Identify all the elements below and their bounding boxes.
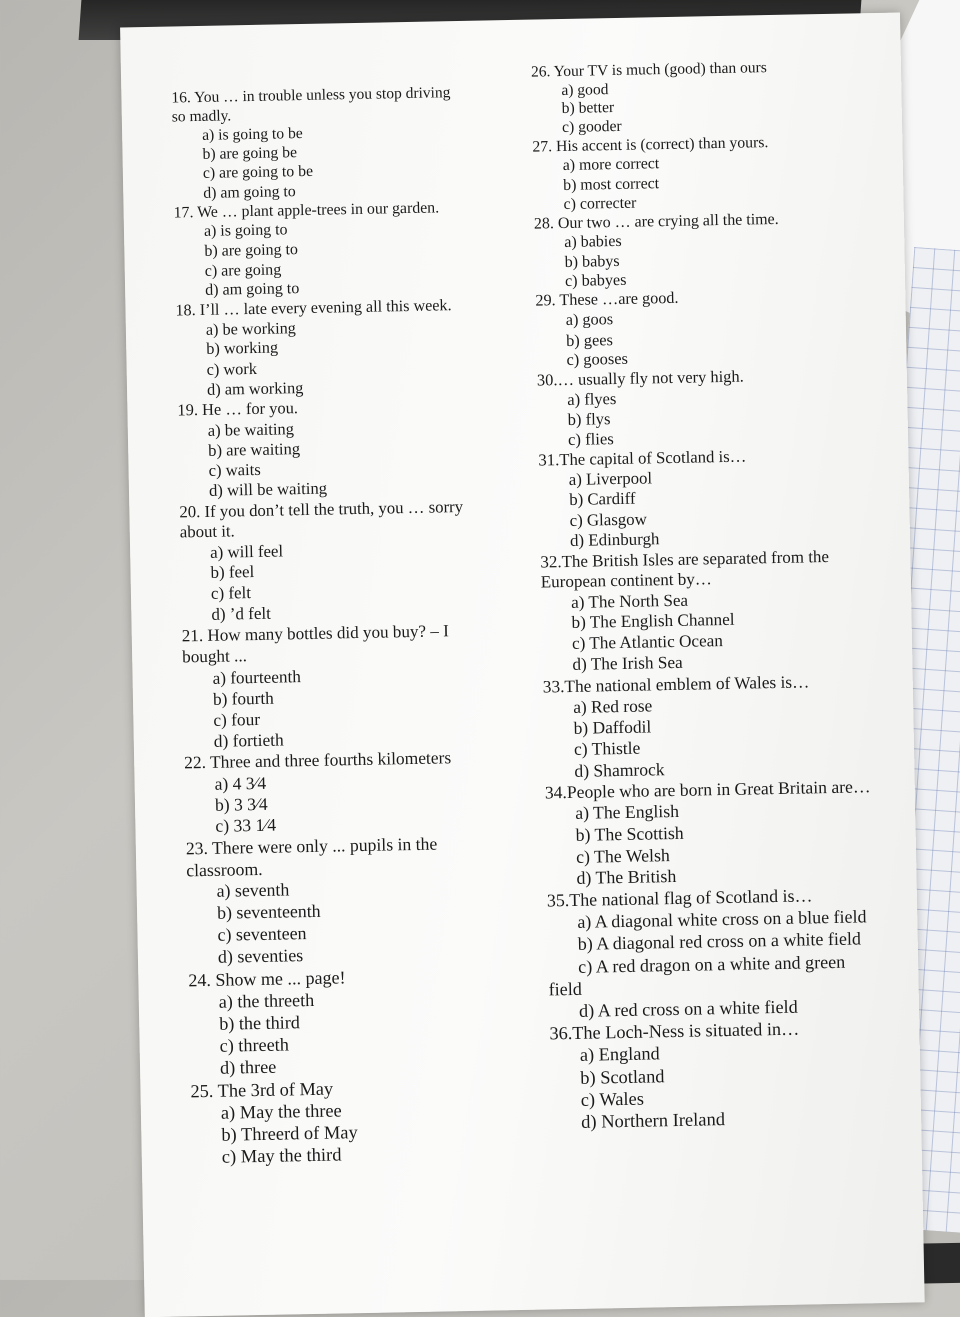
answer-option: a) Liverpool	[568, 468, 653, 490]
question-block	[549, 1016, 877, 1134]
answer-option: b) are waiting	[208, 438, 301, 460]
answer-option: c) 33 1⁄4	[215, 815, 277, 837]
answer-option: a) Red rose	[573, 696, 653, 718]
question-block	[531, 57, 858, 138]
answer-option: b) feel	[210, 562, 255, 583]
answer-option: c) are going	[204, 260, 282, 280]
answer-option: b) better	[561, 99, 615, 118]
answer-option: c) threeth	[219, 1034, 289, 1056]
answer-option: a) goos	[565, 309, 614, 329]
answer-option: a) The North Sea	[571, 590, 689, 612]
answer-option: a) is going to be	[201, 125, 303, 144]
answer-option: b) babys	[564, 252, 620, 271]
answer-option: b) working	[206, 338, 279, 359]
question-block	[545, 776, 873, 890]
answer-option: a) be working	[205, 318, 296, 339]
answer-option: b) most correct	[563, 174, 660, 194]
question-text-continued: European continent by…	[540, 569, 713, 592]
answer-option: a) the threeth	[218, 989, 315, 1012]
question-text: 21. How many bottles did you buy? – I	[181, 621, 449, 646]
answer-option: b) 3 3⁄4	[214, 793, 268, 815]
question-block	[190, 1074, 475, 1169]
answer-option: c) A red dragon on a white and green	[577, 951, 846, 977]
answer-option: b) Cardiff	[569, 489, 636, 510]
answer-option: c) four	[213, 709, 261, 730]
question-text: 28. Our two … are crying all the time.	[533, 210, 779, 233]
answer-option: d) A red cross on a white field	[578, 996, 798, 1021]
answer-option: a) England	[579, 1043, 660, 1066]
answer-option: a) will feel	[209, 541, 284, 562]
answer-option: b) seventeenth	[216, 900, 321, 923]
question-block	[186, 833, 472, 969]
answer-option: d) ’d felt	[211, 603, 272, 624]
answer-option: d) seventies	[217, 944, 304, 967]
answer-option: c) are going to be	[202, 163, 314, 183]
answer-option: c) gooder	[561, 117, 622, 137]
question-block	[184, 747, 469, 838]
answer-option: b) A diagonal red cross on a white field	[577, 928, 862, 954]
answer-option: b) Scotland	[580, 1065, 665, 1088]
question-text-continued: about it.	[179, 521, 235, 542]
question-text: 33.The national emblem of Wales is…	[542, 672, 810, 697]
answer-option: b) are going to	[204, 241, 299, 260]
answer-option: a) good	[561, 80, 609, 99]
question-block	[547, 884, 875, 1022]
question-block	[538, 444, 866, 552]
question-text: 22. Three and three fourths kilometers	[184, 747, 452, 773]
answer-option: d) The British	[576, 866, 677, 889]
answer-option: b) Threerd of May	[221, 1122, 358, 1146]
question-block	[171, 83, 457, 203]
question-block	[537, 364, 864, 450]
question-text: 24. Show me ... page!	[188, 967, 346, 991]
question-text: 17. We … plant apple-trees in our garden.	[173, 199, 440, 222]
answer-option: b) fourth	[212, 688, 274, 709]
answer-option: c) gooses	[566, 349, 629, 370]
answer-option: a) fourteenth	[212, 666, 302, 688]
answer-option: d) am going to	[203, 182, 296, 202]
answer-option: b) flys	[567, 408, 611, 429]
question-block	[543, 670, 871, 782]
answer-option: d) Shamrock	[574, 758, 665, 781]
answer-option: c) babyes	[564, 271, 627, 290]
question-block	[532, 132, 859, 214]
answer-option: a) flyes	[567, 388, 617, 409]
question-block	[175, 296, 461, 401]
question-text: 23. There were only ... pupils in the	[185, 833, 438, 859]
worksheet-page	[120, 13, 925, 1317]
question-text-continued: bought ...	[181, 645, 248, 667]
answer-option: d) three	[219, 1056, 277, 1079]
answer-option: a) babies	[564, 233, 622, 252]
answer-option-continued: field	[548, 978, 583, 1000]
question-text: 35.The national flag of Scotland is…	[546, 885, 813, 911]
question-text: 25. The 3rd of May	[190, 1078, 334, 1101]
answer-option: a) seventh	[216, 879, 290, 902]
left-column	[171, 83, 475, 1170]
question-text: 31.The capital of Scotland is…	[538, 446, 747, 470]
answer-option: b) the third	[219, 1012, 300, 1034]
answer-option: d) Edinburgh	[569, 529, 660, 551]
question-text: 34.People who are born in Great Britain are…	[544, 776, 871, 803]
answer-option: c) felt	[210, 583, 252, 603]
answer-option: c) The Atlantic Ocean	[571, 631, 724, 654]
answer-option: d) am going to	[204, 280, 300, 300]
answer-option: a) May the three	[220, 1100, 342, 1123]
question-block	[540, 546, 868, 677]
question-text: 16. You … in trouble unless you stop driving	[171, 84, 451, 107]
question-block	[188, 964, 474, 1080]
answer-option: c) correcter	[563, 194, 637, 213]
answer-option: b) The Scottish	[575, 822, 684, 845]
question-block	[182, 621, 468, 753]
question-text: 29. These …are good.	[535, 289, 679, 310]
answer-option: d) am working	[206, 378, 304, 400]
question-text: 26. Your TV is much (good) than ours	[530, 59, 767, 81]
question-text-continued: classroom.	[186, 858, 263, 880]
answer-option: b) gees	[565, 329, 613, 350]
answer-option: a) The English	[575, 801, 680, 824]
right-column	[531, 57, 877, 1134]
answer-option: a) be waiting	[207, 418, 295, 440]
question-text: 32.The British Isles are separated from the	[540, 546, 830, 572]
answer-option: c) Wales	[580, 1088, 645, 1110]
answer-option: d) will be waiting	[208, 478, 328, 501]
answer-option: c) Glasgow	[569, 509, 647, 530]
answer-option: c) May the third	[221, 1145, 342, 1168]
answer-option: d) Northern Ireland	[580, 1109, 726, 1133]
question-block	[179, 497, 465, 626]
question-text: 36.The Loch-Ness is situated in…	[549, 1018, 800, 1044]
question-text: 30.… usually fly not very high.	[536, 366, 744, 390]
question-block	[535, 286, 862, 371]
answer-option: c) flies	[567, 428, 614, 449]
answer-option: b) are going be	[202, 144, 298, 164]
question-text: 18. I’ll … late every evening all this week.	[175, 297, 452, 320]
question-text-continued: so madly.	[171, 107, 232, 126]
question-text: 20. If you don’t tell the truth, you … sorry	[179, 496, 464, 522]
answer-option: a) 4 3⁄4	[214, 772, 267, 794]
answer-option: b) The English Channel	[571, 610, 735, 633]
question-block	[177, 395, 463, 502]
question-block	[534, 208, 861, 292]
answer-option: a) is going to	[203, 221, 288, 241]
answer-option: a) more correct	[562, 154, 660, 174]
answer-option: d) The Irish Sea	[572, 652, 683, 675]
answer-option: c) work	[206, 359, 258, 380]
answer-option: a) A diagonal white cross on a blue field	[577, 906, 867, 932]
question-text: 19. He … for you.	[177, 398, 299, 420]
answer-option: b) Daffodil	[573, 716, 652, 739]
answer-option: d) fortieth	[213, 730, 284, 751]
question-block	[173, 198, 459, 301]
answer-option: c) Thistle	[573, 738, 641, 760]
question-text: 27. His accent is (correct) than yours.	[532, 133, 769, 156]
answer-option: c) waits	[208, 459, 261, 480]
answer-option: c) seventeen	[217, 922, 307, 945]
answer-option: c) The Welsh	[575, 844, 670, 867]
